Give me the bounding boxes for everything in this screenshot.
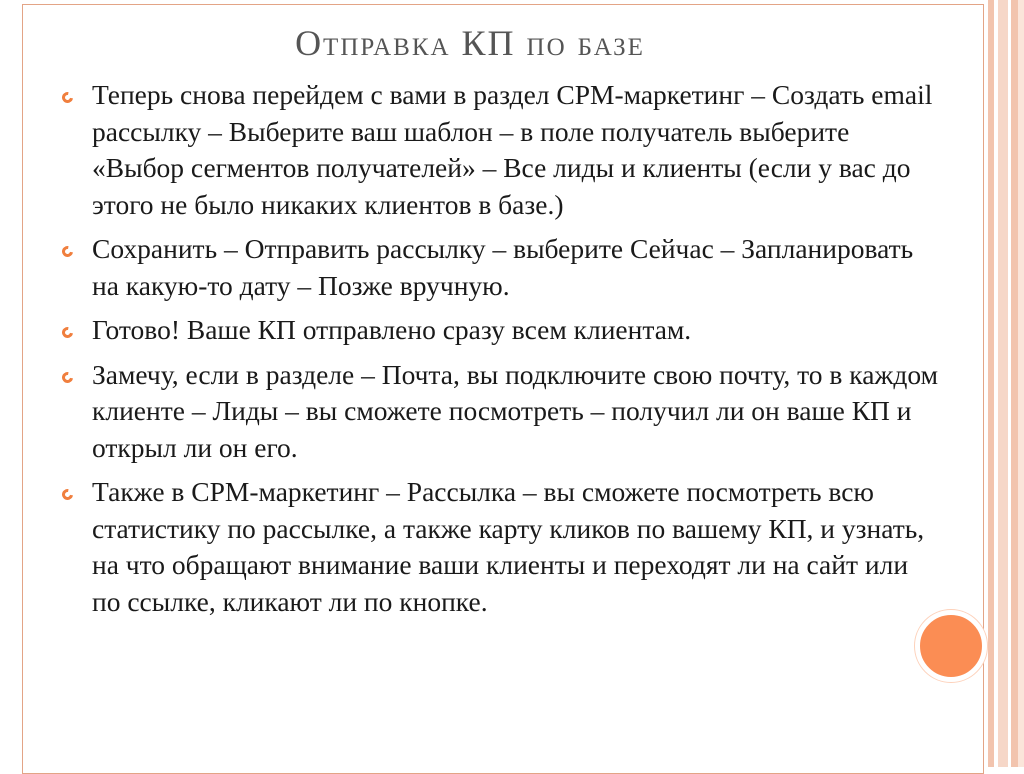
bullet-text: Также в CPM-маркетинг – Рассылка – вы сможете посмотреть всю статистику по рассылке, а также карту кликов по вашему КП, и узнать, на что обращают внимание ваши клиенты и переходят ли на сайт или по ссылке, кликают ли по кнопке.: [92, 476, 925, 617]
bullet-item: [62, 474, 942, 620]
decorative-side-stripes: [984, 0, 1024, 767]
bullet-marker-icon: [60, 325, 75, 340]
bullet-marker-icon: [60, 369, 75, 384]
bullet-text: Сохранить – Отправить рассылку – выберите Сейчас – Запланировать на какую-то дату – Позже вручную.: [92, 233, 914, 301]
bullet-marker-icon: [60, 487, 75, 502]
bullet-marker-icon: [60, 90, 75, 105]
slide-title: Отправка КП по базе: [295, 23, 645, 63]
bullet-marker-icon: [60, 244, 75, 259]
bullet-text: Готово! Ваше КП отправлено сразу всем клиентам.: [92, 314, 692, 345]
bullet-item: [62, 77, 942, 223]
bullet-item: [62, 231, 942, 304]
bullet-item: [62, 312, 942, 349]
bullet-text: Теперь снова перейдем с вами в раздел CPM-маркетинг – Создать email рассылку – Выберите ваш шаблон – в поле получатель выберите «Выбор сегментов получателей» – Все лиды и клиенты (если у вас до этого не было никаких клиентов в базе.): [92, 79, 933, 220]
bullet-item: [62, 357, 942, 467]
bullet-text: Замечу, если в разделе – Почта, вы подключите свою почту, то в каждом клиенте – Лиды – вы сможете посмотреть – получил ли он ваше КП и открыл ли он его.: [92, 358, 939, 463]
bullet-list: [62, 77, 942, 628]
